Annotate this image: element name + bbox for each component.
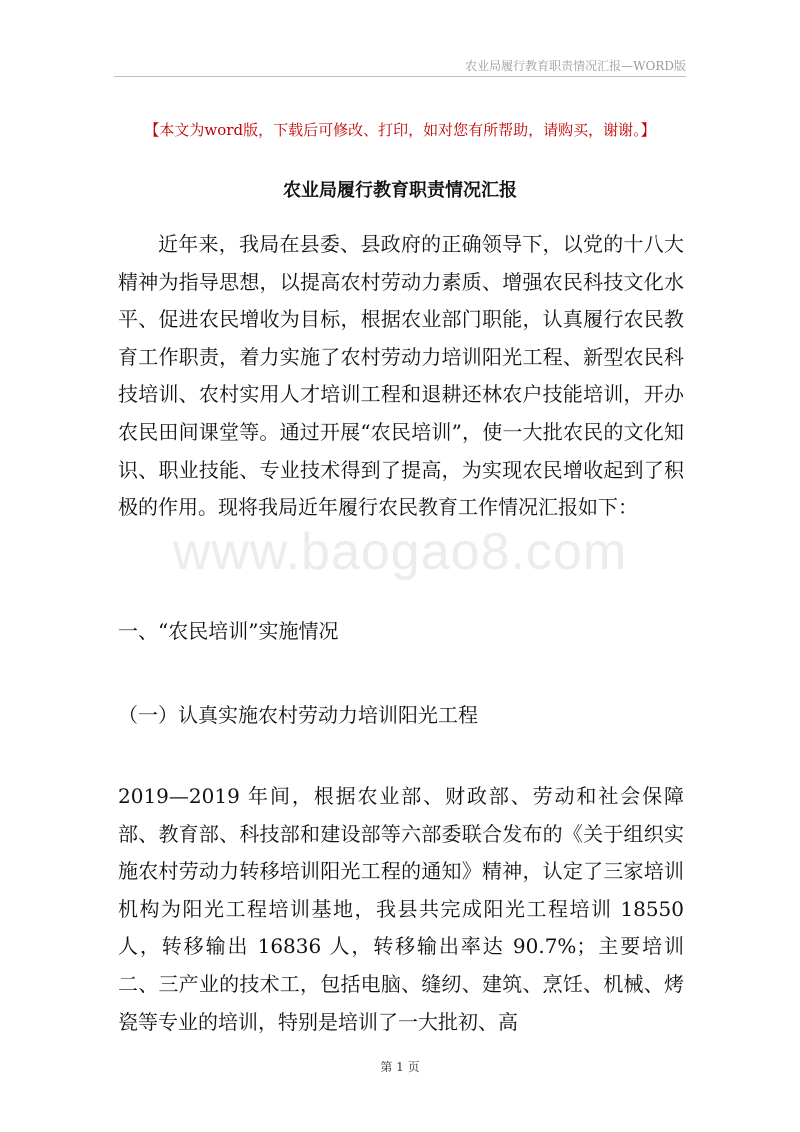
body-paragraph: 2019—2019 年间，根据农业部、财政部、劳动和社会保障部、教育部、科技部和建设部等六部委联合发布的《关于组织实施农村劳动力转移培训阳光工程的通知》精神，认定了三家培训机构为阳光工程培训基地，我县共完成阳光工程培训 18550 人，转移输出 16836 人，转移输出率达 90.7%；主要培训二、三产业的技术工，包括电脑、缝纫、建筑、烹饪、机械、烤瓷等专业的培训，特别是培训了一大批初、高 bbox=[118, 784, 684, 1034]
header-divider bbox=[114, 76, 686, 77]
download-notice: 【本文为word版，下载后可修改、打印，如对您有所帮助，请购买，谢谢。】 bbox=[144, 121, 656, 139]
subsection-heading: （一）认真实施农村劳动力培训阳光工程 bbox=[118, 703, 478, 727]
page-number: 第 1 页 bbox=[380, 1060, 420, 1074]
watermark: www.baogao8.com bbox=[172, 523, 628, 581]
running-header: 农业局履行教育职责情况汇报—WORD版 bbox=[465, 59, 686, 73]
document-title: 农业局履行教育职责情况汇报 bbox=[283, 180, 517, 201]
intro-paragraph: 近年来，我局在县委、县政府的正确领导下，以党的十八大精神为指导思想，以提高农村劳动力素质、增强农民科技文化水平、促进农民增收为目标，根据农业部门职能，认真履行农民教育工作职责，着力实施了农村劳动力培训阳光工程、新型农民科技培训、农村实用人才培训工程和退耕还林农户技能培训，开办农民田间课堂等。通过开展“农民培训”，使一大批农民的文化知识、职业技能、专业技术得到了提高，为实现农民增收起到了积极的作用。现将我局近年履行农民教育工作情况汇报如下： bbox=[118, 232, 684, 520]
section-heading: 一、“农民培训”实施情况 bbox=[118, 619, 339, 643]
